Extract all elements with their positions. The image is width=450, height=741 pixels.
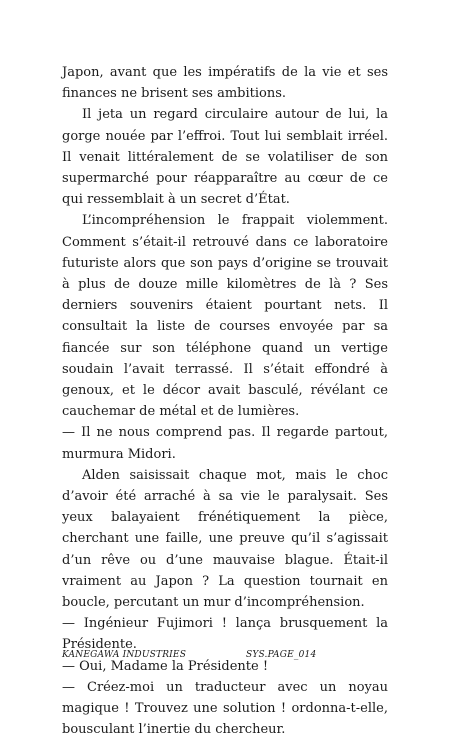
- footer-page-number: SYS.PAGE_014: [246, 650, 317, 660]
- body-text: [62, 62, 388, 741]
- dialogue-fujimori: — Oui, Madame la Présidente !: [62, 658, 269, 674]
- paragraph-3: L’incompréhension le frappait violemment. Comment s’était-il retrouvé dans ce laboratoire futuriste alors que son pays d’origine se trouvait à plus de douze mille kilomètres de là ? Ses derniers souvenirs étaient pourtant nets. Il consultait la liste de courses envoyée par sa fiancée sur son téléphone quand un vertige soudain l’avait terrassé. Il s’était effondré à genoux, et le décor avait basculé, révélant ce cauchemar de métal et de lumières.: [62, 213, 388, 420]
- paragraph-1: Japon, avant que les impératifs de la vie et ses finances ne brisent ses ambitions.: [62, 65, 388, 102]
- dialogue-presidente-1: — Ingénieur Fujimori ! lança brusquement la Présidente.: [62, 616, 388, 653]
- paragraph-2: Il jeta un regard circulaire autour de lui, la gorge nouée par l’effroi. Tout lui semblait irréel. Il venait littéralement de se volatiliser de son supermarché pour réapparaître au cœur de ce qui ressemblait à un secret d’État.: [62, 107, 388, 208]
- footer-running-title: KANEGAWA INDUSTRIES: [62, 650, 187, 660]
- paragraph-5: Alden saisissait chaque mot, mais le choc d’avoir été arraché à sa vie le paralysait. Ses yeux balayaient frénétiquement la pièce, cherchant une faille, une preuve qu’il s’agissait d’un rêve ou d’une mauvaise blague. Était-il vraiment au Japon ? La question tournait en boucle, percutant un mur d’incompréhension.: [62, 467, 388, 611]
- page-footer: [62, 650, 388, 664]
- dialogue-presidente-2: — Créez-moi un traducteur avec un noyau magique ! Trouvez une solution ! ordonna-t-elle, bousculant l’inertie du chercheur.: [62, 679, 388, 738]
- dialogue-midori: — Il ne nous comprend pas. Il regarde partout, murmura Midori.: [62, 425, 388, 462]
